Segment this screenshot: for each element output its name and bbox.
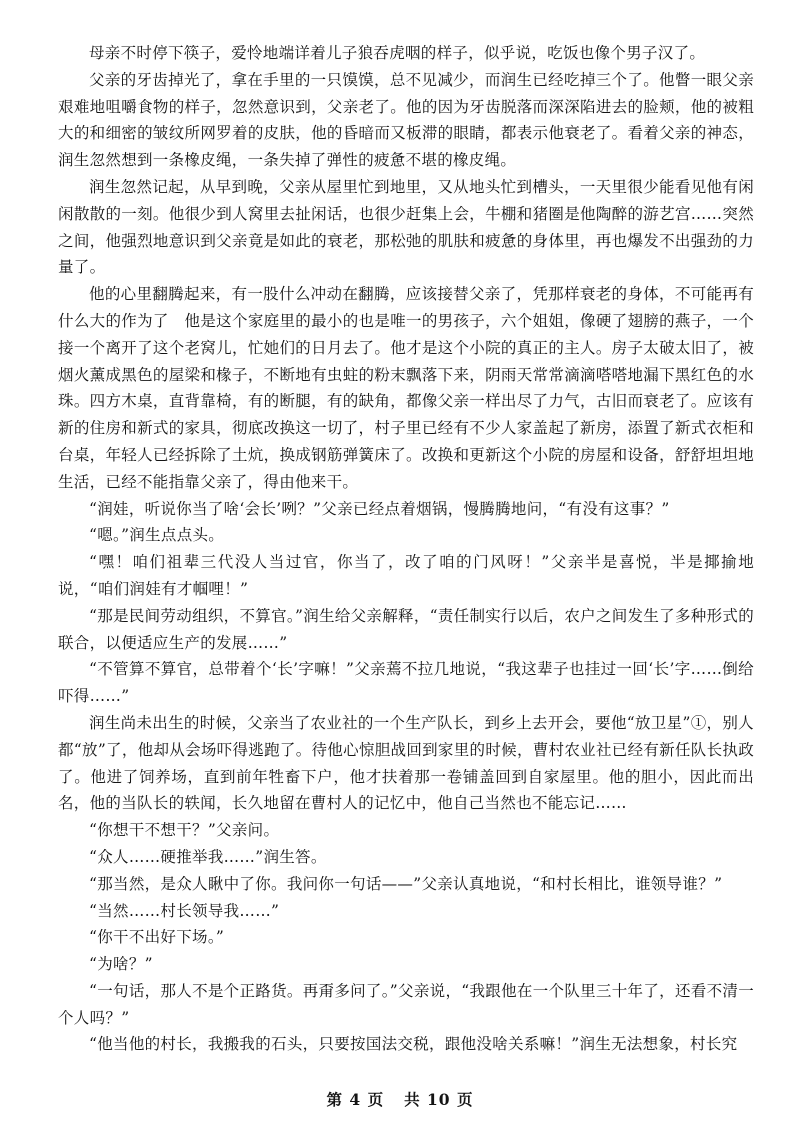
paragraph: “嗯。”润生点点头。 <box>89 526 225 545</box>
paragraph: “他当他的村长，我搬我的石头，只要按国法交税，跟他没啥关系嘛！”润生无法想象，村长究 <box>89 1035 738 1054</box>
page-number: 第 4 页 <box>326 1090 385 1109</box>
page-footer <box>0 1088 800 1110</box>
paragraph: “那是民间劳动组织，不算官。”润生给父亲解释，“责任制实行以后，农户之间发生了多种形式的联合，以便适应生产的发展……” <box>58 606 754 652</box>
paragraph: “当然……村长领导我……” <box>89 901 280 920</box>
page-total: 共 10 页 <box>404 1090 474 1109</box>
paragraph: 父亲的牙齿掉光了，拿在手里的一只馍馍，总不见减少，而润生已经吃掉三个了。他瞥一眼父亲艰难地咀嚼食物的样子，忽然意识到，父亲老了。他的因为牙齿脱落而深深陷进去的脸颊，他的被粗大的和细密的皱纹所网罗着的皮肤，他的昏暗而又板滞的眼睛，都表示他衰老了。看着父亲的神态，润生忽然想到一条橡皮绳，一条失掉了弹性的疲惫不堪的橡皮绳。 <box>58 70 754 170</box>
paragraph: “那当然，是众人瞅中了你。我问你一句话——”父亲认真地说，“和村长相比，谁领导谁？” <box>89 874 723 893</box>
paragraph: “不管算不算官，总带着个‘长’字嘛！”父亲蔫不拉几地说，“我这辈子也挂过一回‘长’字……倒给吓得……” <box>58 660 754 706</box>
paragraph: 润生尚未出生的时候，父亲当了农业社的一个生产队长，到乡上去开会，要他“放卫星”①，别人都“放”了，他却从会场吓得逃跑了。待他心惊胆战回到家里的时候，曹村农业社已经有新任队长执政了。他进了饲养场，直到前年牲畜下户，他才扶着那一卷铺盖回到自家屋里。他的胆小，因此而出名，他的当队长的轶闻，长久地留在曹村人的记忆中，他自己当然也不能忘记…… <box>58 713 754 813</box>
paragraph: “众人……硬推举我……”润生答。 <box>89 847 327 866</box>
paragraph: “你干不出好下场。” <box>89 928 225 947</box>
paragraph: “润娃，听说你当了啥‘会长’咧？”父亲已经点着烟锅，慢腾腾地问，“有没有这事？” <box>89 499 670 518</box>
paragraph: “为啥？” <box>89 955 153 974</box>
paragraph: “嘿！咱们祖辈三代没人当过官，你当了，改了咱的门风呀！”父亲半是喜悦，半是揶揄地说，“咱们润娃有才帼哩！” <box>58 553 754 598</box>
paragraph: 润生忽然记起，从早到晚，父亲从屋里忙到地里，又从地头忙到槽头，一天里很少能看见他有闲闲散散的一刻。他很少到人窝里去扯闲话，也很少赶集上会，牛棚和猪圈是他陶醉的游艺宫……突然之间，他强烈地意识到父亲竟是如此的衰老，那松弛的肌肤和疲惫的身体里，再也爆发不出强劲的力量了。 <box>58 177 754 277</box>
body-text <box>58 40 754 1058</box>
paragraph: 母亲不时停下筷子，爱怜地端详着儿子狼吞虎咽的样子，似乎说，吃饭也像个男子汉了。 <box>89 44 706 62</box>
paragraph: “一句话，那人不是个正路货。再甭多问了。”父亲说，“我跟他在一个队里三十年了，还看不清一个人吗？” <box>58 981 754 1027</box>
paragraph: 他的心里翻腾起来，有一股什么冲动在翻腾，应该接替父亲了，凭那样衰老的身体，不可能再有什么大的作为了 他是这个家庭里的最小的也是唯一的男孩子，六个姐姐，像硬了翅膀的燕子，一个接一个离开了这个老窝儿，忙她们的日月去了。他才是这个小院的真正的主人。房子太破太旧了，被烟火薰成黑色的屋梁和椽子，不断地有虫蛀的粉末飘落下来，阴雨天常常滴滴嗒嗒地漏下黑红色的水珠。四方木桌，直背靠椅，有的断腿，有的缺角，都像父亲一样出尽了力气，古旧而衰老了。应该有新的住房和新式的家具，彻底改换这一切了，村子里已经有不少人家盖起了新房，添置了新式衣柜和台桌，年轻人已经拆除了土炕，换成钢筋弹簧床了。改换和更新这个小院的房屋和设备，舒舒坦坦地生活，已经不能指靠父亲了，得由他来干。 <box>58 285 754 491</box>
paragraph: “你想干不想干？”父亲问。 <box>89 821 280 840</box>
